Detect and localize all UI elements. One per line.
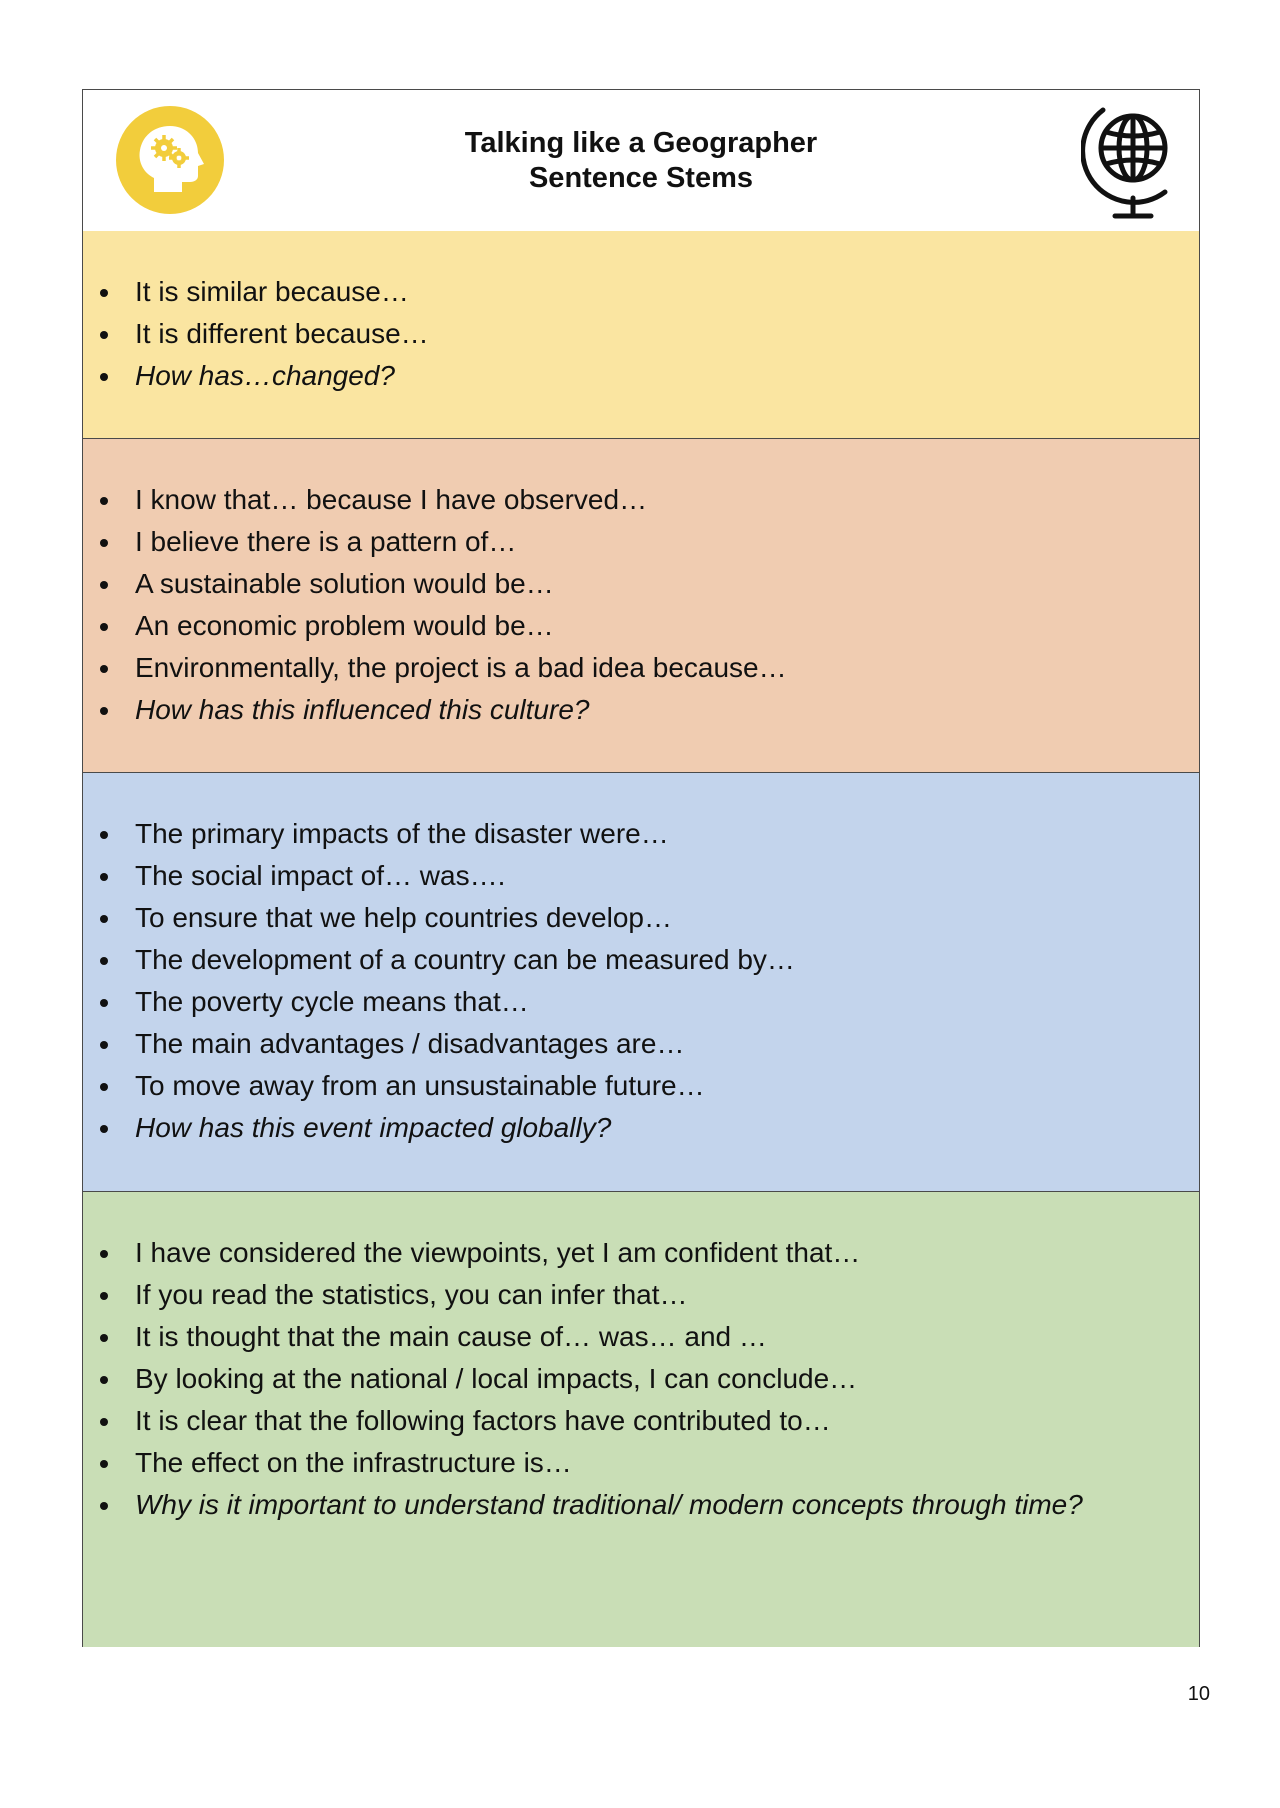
list-item: A sustainable solution would be… (83, 563, 1199, 605)
stem-list (83, 813, 1199, 1149)
list-item: I have considered the viewpoints, yet I am confident that… (83, 1232, 1199, 1274)
list-item: It is thought that the main cause of… was… and … (83, 1316, 1199, 1358)
list-item: It is clear that the following factors have contributed to… (83, 1400, 1199, 1442)
list-item-question: How has…changed? (83, 355, 1199, 397)
list-item: The development of a country can be measured by… (83, 939, 1199, 981)
section-comparison (83, 231, 1199, 439)
page-number: 10 (1187, 1683, 1210, 1705)
list-item: The effect on the infrastructure is… (83, 1442, 1199, 1484)
list-item: The poverty cycle means that… (83, 981, 1199, 1023)
list-item: To move away from an unsustainable future… (83, 1065, 1199, 1107)
page-title (83, 126, 1199, 196)
section-evaluation (83, 1192, 1199, 1647)
list-item: I believe there is a pattern of… (83, 521, 1199, 563)
list-item: If you read the statistics, you can infer that… (83, 1274, 1199, 1316)
list-item: Environmentally, the project is a bad idea because… (83, 647, 1199, 689)
section-impacts (83, 773, 1199, 1192)
list-item: It is similar because… (83, 271, 1199, 313)
sentence-stems-sheet (82, 89, 1200, 1647)
list-item-question: How has this influenced this culture? (83, 689, 1199, 731)
list-item-question: How has this event impacted globally? (83, 1107, 1199, 1149)
list-item: The main advantages / disadvantages are… (83, 1023, 1199, 1065)
stem-list (83, 1232, 1199, 1526)
stem-list (83, 271, 1199, 397)
title-line-1: Talking like a Geographer (464, 127, 818, 159)
list-item: By looking at the national / local impacts, I can conclude… (83, 1358, 1199, 1400)
list-item: The social impact of… was…. (83, 855, 1199, 897)
sheet-header (83, 90, 1199, 232)
list-item-question: Why is it important to understand traditional/ modern concepts through time? (83, 1484, 1199, 1526)
globe-icon (1081, 96, 1185, 224)
list-item: I know that… because I have observed… (83, 479, 1199, 521)
list-item: An economic problem would be… (83, 605, 1199, 647)
list-item: To ensure that we help countries develop… (83, 897, 1199, 939)
stem-list (83, 479, 1199, 731)
section-observation (83, 439, 1199, 773)
title-line-2: Sentence Stems (528, 162, 754, 194)
list-item: The primary impacts of the disaster were… (83, 813, 1199, 855)
list-item: It is different because… (83, 313, 1199, 355)
